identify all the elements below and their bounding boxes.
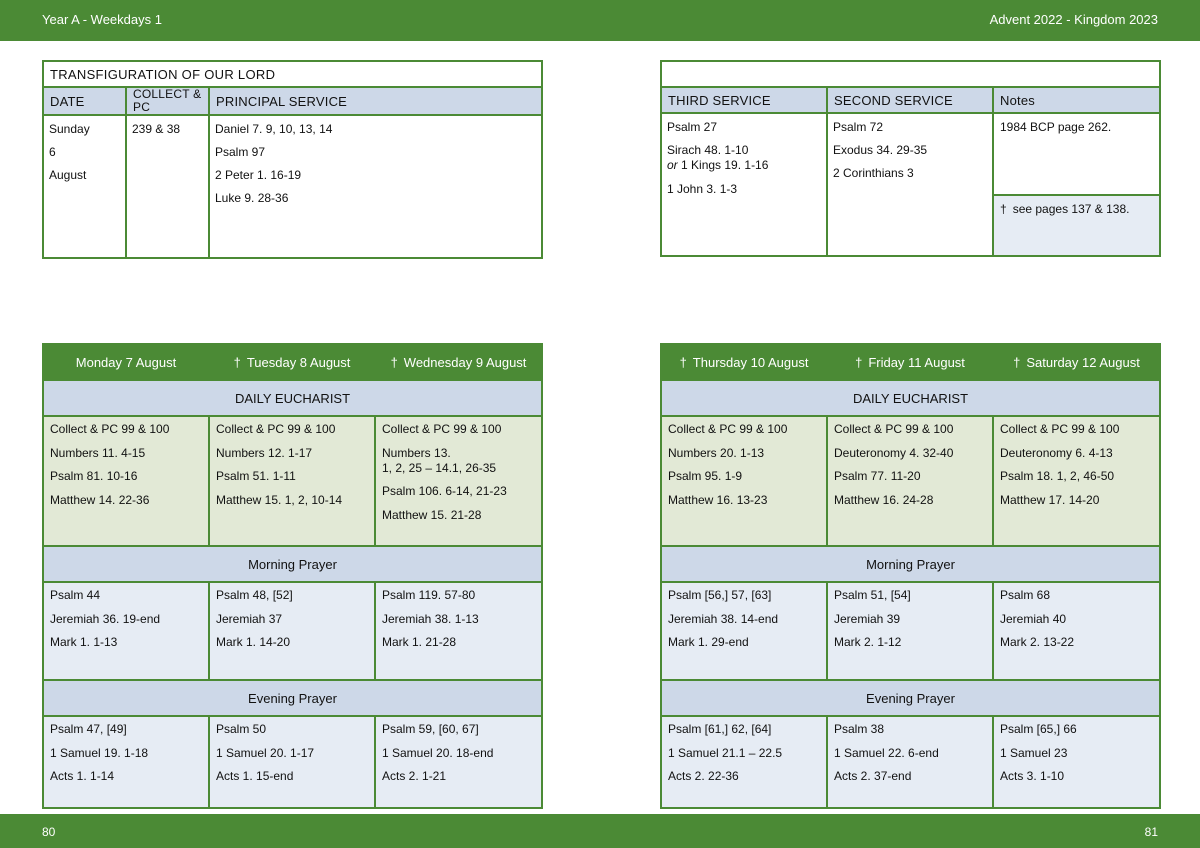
header-season: Advent 2022 - Kingdom 2023	[989, 12, 1158, 27]
dagger-mark: †	[233, 354, 241, 370]
reading: Deuteronomy 4. 32-40	[834, 445, 954, 460]
dagger-mark: †	[390, 354, 398, 370]
weekday-table-left	[42, 343, 543, 809]
reading: Psalm 38	[834, 722, 885, 736]
reading: 2 Corinthians 3	[833, 166, 914, 180]
reading: Collect & PC 99 & 100	[668, 422, 788, 436]
evening-cell	[43, 716, 209, 808]
collect-header: COLLECT & PC	[126, 87, 209, 115]
reading: Mark 1. 21-28	[382, 635, 457, 649]
dagger-mark: †	[679, 354, 687, 370]
reading: Psalm [61,] 62, [64]	[668, 722, 772, 736]
daily-eucharist-heading: DAILY EUCHARIST	[661, 380, 1160, 416]
reading: Numbers 20. 1-13	[668, 445, 765, 460]
reading: Jeremiah 40	[1000, 611, 1067, 626]
reading: Psalm 44	[50, 588, 101, 602]
third-service-cell	[661, 113, 827, 256]
reading: 1 Samuel 20. 18-end	[382, 745, 494, 760]
reading: Psalm 68	[1000, 588, 1051, 602]
reading: Collect & PC 99 & 100	[382, 422, 502, 436]
services-title-blank	[661, 61, 1160, 87]
reading: Matthew 16. 13-23	[668, 492, 768, 507]
reading: Deuteronomy 6. 4-13	[1000, 445, 1113, 460]
page-header	[0, 0, 1200, 41]
page-number-left: 80	[42, 825, 56, 839]
note-dagger	[994, 196, 1159, 222]
reading-alt	[667, 143, 821, 173]
reading: 1 Samuel 20. 1-17	[216, 745, 315, 760]
day-header	[43, 344, 209, 380]
reading: Jeremiah 38. 1-13	[382, 611, 479, 626]
morning-cell	[43, 582, 209, 680]
reading: Psalm 72	[833, 120, 884, 134]
evening-cell	[209, 716, 375, 808]
reading: Psalm 47, [49]	[50, 722, 127, 736]
day-label: Thursday 10 August	[692, 354, 809, 370]
day-label: Friday 11 August	[868, 354, 965, 370]
reading: Exodus 34. 29-35	[833, 143, 928, 157]
date-header: DATE	[43, 87, 126, 115]
reading-or	[667, 158, 821, 173]
reading: Psalm 27	[667, 120, 718, 134]
note-bcp: 1984 BCP page 262.	[994, 114, 1159, 196]
reading: Acts 1. 1-14	[50, 769, 115, 783]
reading: Luke 9. 28-36	[215, 191, 289, 205]
eucharist-cell	[993, 416, 1160, 546]
reading: Collect & PC 99 & 100	[50, 422, 170, 436]
reading: Sirach 48. 1-10	[667, 143, 749, 157]
reading: Acts 1. 15-end	[216, 769, 294, 783]
reading: 1 Samuel 19. 1-18	[50, 745, 149, 760]
date-line: August	[49, 168, 87, 182]
morning-prayer-heading: Morning Prayer	[661, 546, 1160, 582]
evening-cell	[661, 716, 827, 808]
reading: Psalm 97	[215, 145, 266, 159]
page-footer	[0, 814, 1200, 848]
header-year: Year A - Weekdays 1	[42, 12, 162, 27]
reading: Psalm 119. 57-80	[382, 588, 476, 602]
date-cell	[43, 115, 126, 258]
reading: Daniel 7. 9, 10, 13, 14	[215, 122, 333, 136]
day-label: Wednesday 9 August	[403, 354, 527, 370]
reading: Mark 1. 29-end	[668, 635, 749, 649]
reading: Mark 2. 1-12	[834, 635, 902, 649]
page-number-right: 81	[1144, 825, 1158, 839]
reading: Matthew 17. 14-20	[1000, 492, 1100, 507]
principal-service-header: PRINCIPAL SERVICE	[209, 87, 542, 115]
reading: Psalm [56,] 57, [63]	[668, 588, 772, 602]
reading: 1, 2, 25 – 14.1, 26-35	[382, 460, 497, 475]
reading: Psalm 50	[216, 722, 267, 736]
dagger-mark: †	[1000, 202, 1007, 216]
reading: Collect & PC 99 & 100	[1000, 422, 1120, 436]
notes-cell	[993, 113, 1160, 256]
reading: Collect & PC 99 & 100	[834, 422, 954, 436]
day-header	[827, 344, 993, 380]
note-text: see pages 137 & 138.	[1012, 202, 1130, 216]
reading: 1 Samuel 22. 6-end	[834, 745, 939, 760]
reading: 1 Samuel 21.1 – 22.5	[668, 745, 783, 760]
reading: Acts 2. 37-end	[834, 769, 912, 783]
eucharist-cell	[43, 416, 209, 546]
evening-cell	[827, 716, 993, 808]
reading: Psalm 81. 10-16	[50, 469, 138, 483]
reading: Psalm 59, [60, 67]	[382, 722, 479, 736]
day-label: Monday 7 August	[75, 354, 177, 370]
evening-prayer-heading: Evening Prayer	[661, 680, 1160, 716]
reading: Numbers 13.	[382, 445, 451, 460]
reading: Psalm 77. 11-20	[834, 469, 921, 483]
reading: 2 Peter 1. 16-19	[215, 168, 302, 182]
day-label: Tuesday 8 August	[246, 354, 351, 370]
eucharist-cell	[661, 416, 827, 546]
reading: Jeremiah 36. 19-end	[50, 611, 161, 626]
feast-title: TRANSFIGURATION OF OUR LORD	[43, 61, 542, 87]
morning-prayer-heading: Morning Prayer	[43, 546, 542, 582]
reading: Psalm 95. 1-9	[668, 469, 743, 483]
date-line: 6	[49, 145, 56, 159]
reading: Jeremiah 37	[216, 611, 283, 626]
eucharist-cell	[209, 416, 375, 546]
reading: Matthew 15. 21-28	[382, 507, 482, 522]
morning-cell	[375, 582, 542, 680]
reading: Psalm 106. 6-14, 21-23	[382, 484, 507, 498]
principal-service-cell	[209, 115, 542, 258]
reading: Mark 2. 13-22	[1000, 635, 1075, 649]
dagger-mark: †	[1013, 354, 1021, 370]
reading: Matthew 14. 22-36	[50, 492, 150, 507]
second-service-cell	[827, 113, 993, 256]
reading: Psalm 51, [54]	[834, 588, 911, 602]
morning-cell	[993, 582, 1160, 680]
collect-cell	[126, 115, 209, 258]
or-word: or	[667, 158, 678, 172]
daily-eucharist-heading: DAILY EUCHARIST	[43, 380, 542, 416]
reading: 1 Samuel 23	[1000, 745, 1068, 760]
reading: Acts 3. 1-10	[1000, 769, 1065, 783]
reading: Matthew 16. 24-28	[834, 492, 934, 507]
reading: Psalm 48, [52]	[216, 588, 293, 602]
transfiguration-table	[42, 60, 543, 259]
date-line: Sunday	[49, 122, 90, 136]
reading: Mark 1. 14-20	[216, 635, 291, 649]
reading: 1 Kings 19. 1-16	[681, 158, 769, 172]
notes-header: Notes	[993, 87, 1160, 113]
day-label: Saturday 12 August	[1026, 354, 1140, 370]
eucharist-cell	[827, 416, 993, 546]
reading: Acts 2. 22-36	[668, 769, 739, 783]
morning-cell	[209, 582, 375, 680]
reading: Collect & PC 99 & 100	[216, 422, 336, 436]
reading: Mark 1. 1-13	[50, 635, 118, 649]
reading: Psalm [65,] 66	[1000, 722, 1077, 736]
second-service-header: SECOND SERVICE	[827, 87, 993, 113]
reading: Psalm 18. 1, 2, 46-50	[1000, 469, 1115, 483]
reading: Numbers 12. 1-17	[216, 445, 313, 460]
services-table	[660, 60, 1161, 257]
reading: 1 John 3. 1-3	[667, 182, 738, 196]
collect-value: 239 & 38	[132, 122, 181, 136]
day-header	[375, 344, 542, 380]
eucharist-cell	[375, 416, 542, 546]
evening-cell	[993, 716, 1160, 808]
reading: Acts 2. 1-21	[382, 769, 447, 783]
morning-cell	[827, 582, 993, 680]
day-header	[209, 344, 375, 380]
evening-cell	[375, 716, 542, 808]
dagger-mark: †	[855, 354, 863, 370]
day-header	[661, 344, 827, 380]
morning-cell	[661, 582, 827, 680]
evening-prayer-heading: Evening Prayer	[43, 680, 542, 716]
reading: Psalm 51. 1-11	[216, 469, 296, 483]
day-header	[993, 344, 1160, 380]
reading: Numbers 11. 4-15	[50, 445, 146, 460]
third-service-header: THIRD SERVICE	[661, 87, 827, 113]
weekday-table-right	[660, 343, 1161, 809]
reading: Matthew 15. 1, 2, 10-14	[216, 492, 343, 507]
reading: Jeremiah 39	[834, 611, 901, 626]
reading: Jeremiah 38. 14-end	[668, 611, 779, 626]
